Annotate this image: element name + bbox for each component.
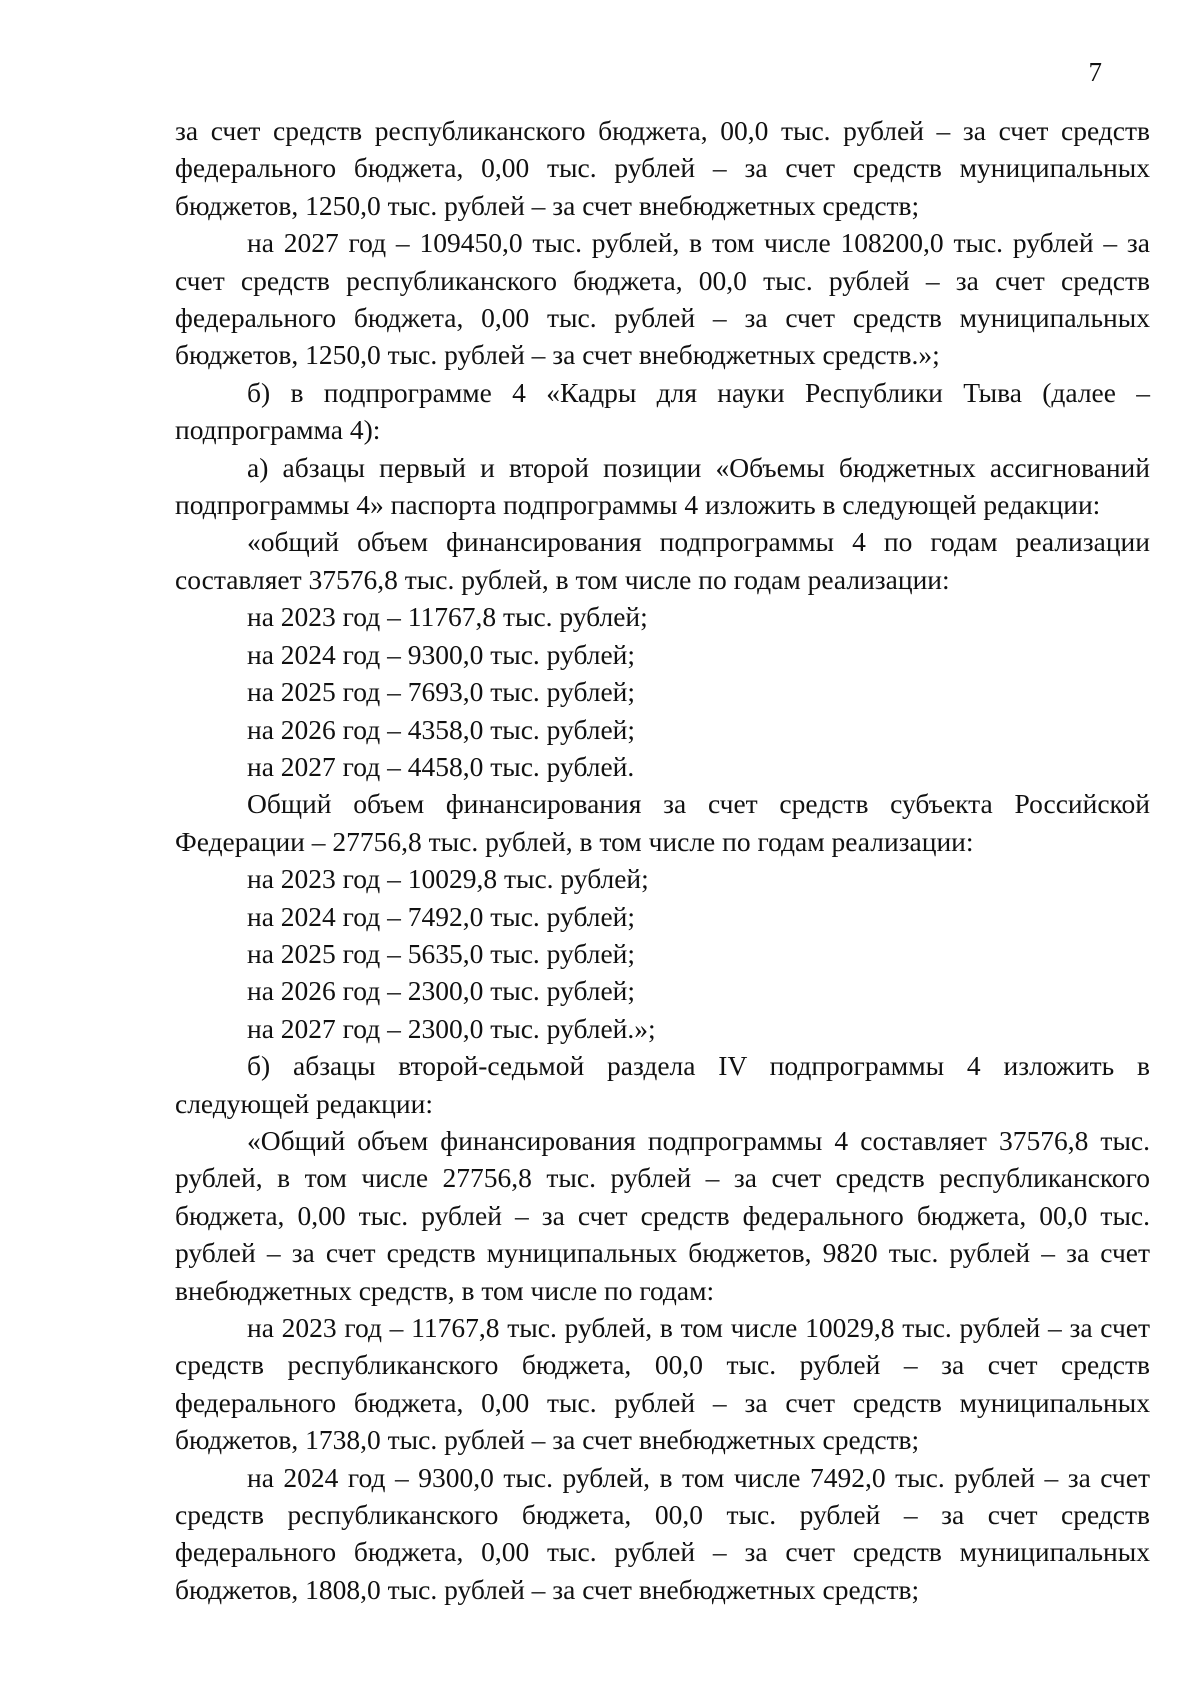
paragraph: на 2025 год – 7693,0 тыс. рублей; <box>247 676 636 708</box>
paragraph: на 2027 год – 4458,0 тыс. рублей. <box>247 750 635 782</box>
page-number: 7 <box>1088 57 1102 87</box>
paragraph: а) абзацы первый и второй позиции «Объемы бюджетных ассигнований подпрограммы 4» паспорта подпрограммы 4 изложить в следующей редакции: <box>175 451 1150 521</box>
paragraph: «общий объем финансирования подпрограммы 4 по годам реализации составляет 37576,8 тыс. рублей, в том числе по годам реализации: <box>175 526 1150 595</box>
paragraph: на 2026 год – 2300,0 тыс. рублей; <box>247 975 636 1007</box>
paragraph: на 2027 год – 109450,0 тыс. рублей, в том числе 108200,0 тыс. рублей – за счет средств республиканского бюджета, 00,0 тыс. рублей – за счет средств федерального бюджета, 0,00 тыс. рублей – за счет средств муниципальных бюджетов, 1250,0 тыс. рублей – за счет внебюджетных средств.»; <box>175 227 1150 371</box>
paragraph: на 2025 год – 5635,0 тыс. рублей; <box>247 937 636 969</box>
paragraph: на 2024 год – 7492,0 тыс. рублей; <box>247 900 636 932</box>
paragraph: на 2024 год – 9300,0 тыс. рублей, в том числе 7492,0 тыс. рублей – за счет средств республиканского бюджета, 00,0 тыс. рублей – за счет средств федерального бюджета, 0,00 тыс. рублей – за счет средств муниципальных бюджетов, 1808,0 тыс. рублей – за счет внебюджетных средств; <box>175 1461 1150 1605</box>
paragraph: на 2027 год – 2300,0 тыс. рублей.»; <box>247 1012 656 1044</box>
paragraph: «Общий объем финансирования подпрограммы 4 составляет 37576,8 тыс. рублей, в том числе 27756,8 тыс. рублей – за счет средств республиканского бюджета, 0,00 тыс. рублей – за счет средств федерального бюджета, 00,0 тыс. рублей – за счет средств муниципальных бюджетов, 9820 тыс. рублей – за счет внебюджетных средств, в том числе по годам: <box>175 1124 1150 1306</box>
paragraph: на 2023 год – 11767,8 тыс. рублей; <box>247 601 648 633</box>
paragraph: Общий объем финансирования за счет средств субъекта Российской Федерации – 27756,8 тыс. рублей, в том числе по годам реализации: <box>175 788 1150 857</box>
paragraph: б) в подпрограмме 4 «Кадры для науки Республики Тыва (далее – подпрограмма 4): <box>175 376 1150 446</box>
paragraph: на 2024 год – 9300,0 тыс. рублей; <box>247 638 636 670</box>
paragraph: б) абзацы второй-седьмой раздела IV подпрограммы 4 изложить в следующей редакции: <box>175 1050 1150 1119</box>
paragraph: на 2023 год – 10029,8 тыс. рублей; <box>247 863 649 895</box>
document-body <box>175 112 1150 1608</box>
paragraph: за счет средств республиканского бюджета, 00,0 тыс. рублей – за счет средств федерального бюджета, 0,00 тыс. рублей – за счет средств муниципальных бюджетов, 1250,0 тыс. рублей – за счет внебюджетных средств; <box>175 115 1150 221</box>
paragraph: на 2023 год – 11767,8 тыс. рублей, в том числе 10029,8 тыс. рублей – за счет средств республиканского бюджета, 00,0 тыс. рублей – за счет средств федерального бюджета, 0,00 тыс. рублей – за счет средств муниципальных бюджетов, 1738,0 тыс. рублей – за счет внебюджетных средств; <box>175 1312 1150 1456</box>
paragraph: на 2026 год – 4358,0 тыс. рублей; <box>247 713 636 745</box>
